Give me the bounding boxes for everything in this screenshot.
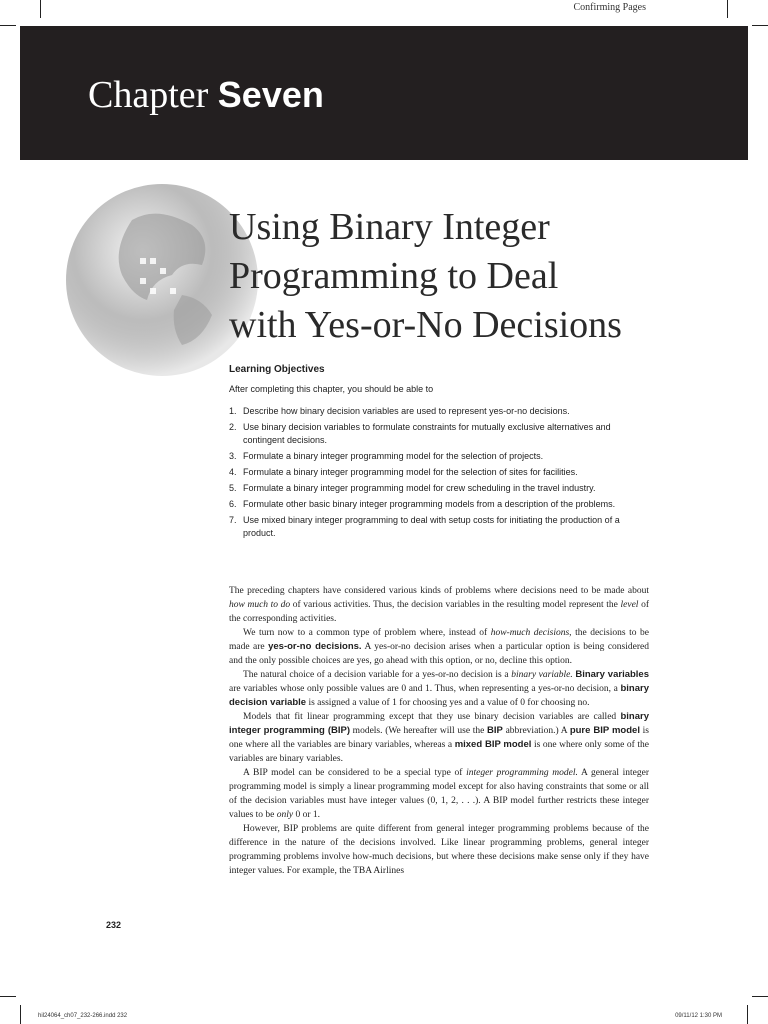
footer-timestamp: 09/11/12 1:30 PM xyxy=(675,1013,722,1019)
text-run: We turn now to a common type of problem where, instead of xyxy=(243,628,491,638)
objective-text: Describe how binary decision variables are used to represent yes-or-no decisions. xyxy=(243,406,570,416)
objective-item xyxy=(229,482,649,495)
learning-objectives-list xyxy=(229,405,649,543)
key-term: yes-or-no decisions. xyxy=(268,641,362,652)
chapter-word: Chapter xyxy=(88,74,209,116)
text-run: A yes-or-no decision arises when a particular option is being considered and the only possible choices are yes, go ahead with this option, or no, decline this option. xyxy=(229,642,649,666)
emphasis-text: only xyxy=(276,810,294,820)
objective-text: Formulate a binary integer programming model for crew scheduling in the travel industry. xyxy=(243,483,596,493)
paragraph xyxy=(229,766,649,822)
emphasis-text: how much to do xyxy=(229,600,291,610)
crop-mark xyxy=(752,996,768,997)
emphasis-text: how-much decisions, xyxy=(490,628,572,638)
key-term: pure BIP model xyxy=(569,725,640,736)
text-run: the decisions to be made are xyxy=(229,628,649,652)
objective-number: 6. xyxy=(229,499,237,509)
crop-mark xyxy=(0,996,16,997)
key-term: Binary variables xyxy=(575,669,650,680)
objective-item xyxy=(229,514,649,540)
text-run: Models that fit linear programming except that they use binary decision variables are called xyxy=(243,712,621,722)
objective-text: Formulate a binary integer programming model for the selection of projects. xyxy=(243,451,544,461)
crop-mark xyxy=(20,1005,21,1024)
text-run: are variables whose only possible values are 0 and 1. Thus, when representing a yes-or-no decision, a xyxy=(229,684,621,694)
text-run: of various activities. Thus, the decision variables in the resulting model represent the xyxy=(290,600,621,610)
emphasis-text: level xyxy=(620,600,639,610)
key-term: mixed BIP model xyxy=(454,739,532,750)
objective-number: 1. xyxy=(229,406,237,416)
crop-mark xyxy=(727,0,728,18)
emphasis-text: integer programming model. xyxy=(466,768,578,778)
chapter-title xyxy=(229,203,729,350)
learning-objectives-heading: Learning Objectives xyxy=(229,364,325,375)
title-line: Using Binary Integer xyxy=(229,206,550,248)
chapter-number: Seven xyxy=(217,74,324,115)
objective-number: 4. xyxy=(229,467,237,477)
key-term: BIP xyxy=(487,725,503,736)
objective-item xyxy=(229,421,649,447)
key-term: binary integer programming (BIP) xyxy=(229,711,649,736)
objective-text: Formulate other basic binary integer programming models from a description of the problems. xyxy=(243,499,616,509)
objective-text: Use mixed binary integer programming to deal with setup costs for initiating the production of a product. xyxy=(243,515,620,538)
text-run: models. (We hereafter will use the xyxy=(349,726,488,736)
paragraph xyxy=(229,584,649,626)
chapter-label xyxy=(88,76,324,114)
footer-filename: hil24064_ch07_232-266.indd 232 xyxy=(38,1013,128,1019)
text-run: The preceding chapters have considered various kinds of problems where decisions need to be made about xyxy=(229,586,649,596)
objective-item xyxy=(229,405,649,418)
text-run: abbreviation.) A xyxy=(502,726,570,736)
objective-number: 5. xyxy=(229,483,237,493)
text-run: The natural choice of a decision variable for a yes-or-no decision is a xyxy=(243,670,512,680)
title-line: Programming to Deal xyxy=(229,255,559,297)
key-term: binary decision variable xyxy=(229,683,649,708)
text-run: 0 or 1. xyxy=(293,810,321,820)
text-run: A general integer programming model is simply a linear programming model except for also having constraints that some or all of the decision variables must have integer values (0, 1, 2, . . .). A BIP model further restricts these integer values to be xyxy=(229,768,649,820)
crop-mark xyxy=(0,25,16,26)
text-run: is one where only some of the variables are binary variables. xyxy=(229,740,649,764)
chapter-body xyxy=(229,584,649,878)
objective-number: 7. xyxy=(229,515,237,525)
objective-item xyxy=(229,450,649,463)
objective-number: 3. xyxy=(229,451,237,461)
crop-mark xyxy=(747,1005,748,1024)
emphasis-text: binary variable. xyxy=(511,670,573,680)
paragraph xyxy=(229,668,649,710)
objective-item xyxy=(229,466,649,479)
objective-text: Use binary decision variables to formulate constraints for mutually exclusive alternatives and contingent decisions. xyxy=(243,422,611,445)
text-run: is assigned a value of 1 for choosing yes and a value of 0 for choosing no. xyxy=(306,698,590,708)
objective-text: Formulate a binary integer programming model for the selection of sites for facilities. xyxy=(243,467,578,477)
text-run: A BIP model can be considered to be a special type of xyxy=(243,768,467,778)
objective-item xyxy=(229,498,649,511)
confirming-pages-note: Confirming Pages xyxy=(573,2,646,13)
page-number: 232 xyxy=(106,920,122,930)
learning-objectives-intro: After completing this chapter, you should be able to xyxy=(229,384,434,394)
text-run: of the corresponding activities. xyxy=(229,600,649,624)
paragraph xyxy=(229,710,649,766)
title-line: with Yes-or-No Decisions xyxy=(229,304,622,346)
objective-number: 2. xyxy=(229,422,237,432)
text-run: However, BIP problems are quite different from general integer programming problems because of the difference in the nature of the decisions involved. Like linear programming problems, general integer programming problems involve how-much decisions, but where these decisions make sense only if they have integer values. For example, the TBA Airlines xyxy=(229,824,649,876)
crop-mark xyxy=(752,25,768,26)
text-run: is one where all the variables are binary variables, whereas a xyxy=(229,726,649,750)
paragraph xyxy=(229,626,649,668)
paragraph xyxy=(229,822,649,878)
